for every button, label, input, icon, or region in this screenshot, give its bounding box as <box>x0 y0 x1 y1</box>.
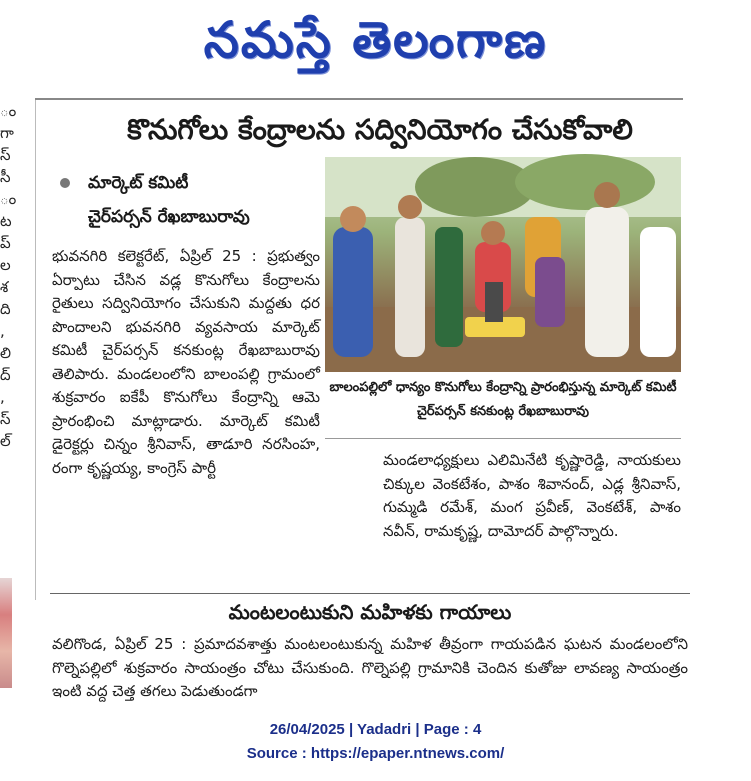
masthead-divider <box>35 98 683 100</box>
story2-headline: మంటలంటుకుని మహిళకు గాయాలు <box>228 600 512 624</box>
clipped-photo-edge <box>0 578 12 688</box>
story1-body-left: భువనగిరి కలెక్టరేట్, ఏప్రిల్ 25 : ప్రభుత్వం ఏర్పాటు చేసిన వడ్ల కొనుగోలు కేంద్రాలను రైతులు సద్వినియోగం చేసుకుని మద్దతు ధర పొందాలని భువనగిరి వ్యవసాయ మార్కెట్ కమిటీ చైర్‌పర్సన్ కనకుంట్ల రేఖబాబురావు తెలిపారు. మండలంలోని బాలంపల్లి గ్రామంలో శుక్రవారం ఐకేపీ కొనుగోలు కేంద్రాన్ని ఆమె ప్రారంభించి మాట్లాడారు. మార్కెట్ కమిటీ డైరెక్టర్లు చిన్నం శ్రీనివాస్, తాడూరి నరసింహ, రంగా కృష్ణయ్య, కాంగ్రెస్ పార్టీ <box>52 247 320 477</box>
story1-subhead <box>88 166 318 234</box>
story2-body: వలిగొండ, ఏప్రిల్ 25 : ప్రమాదవశాత్తు మంటలంటుకున్న మహిళ తీవ్రంగా గాయపడిన ఘటన మండలంలోని గొల్నెపల్లిలో శుక్రవారం సాయంత్రం చోటు చేసుకుంది. గొల్నెపల్లి గ్రామానికి చెందిన కుతోజు లావణ్య సాయంత్రం ఇంటి వద్ద చెత్త తగలు పెడుతుండగా <box>52 635 688 700</box>
footer-source: Source : https://epaper.ntnews.com/ <box>246 745 505 762</box>
clipped-column-edge: ం గా స్ సీ ం ట ప్ ల శ ది , లి ద్ , స్ ల్ <box>0 102 17 450</box>
bullet-icon <box>60 178 70 188</box>
footer <box>0 718 751 766</box>
masthead-title: నమస్తే తెలంగాణ <box>203 11 548 69</box>
story2-divider <box>50 593 690 594</box>
news-photo <box>325 157 681 372</box>
column-divider <box>35 100 36 600</box>
photo-caption: బాలంపల్లిలో ధాన్యం కొనుగోలు కేంద్రాన్ని ప్రారంభిస్తున్న మార్కెట్ కమిటీ చైర్‌పర్సన్ కనకుంట్ల రేఖబాబురావు <box>329 380 677 419</box>
story1-headline: కొనుగోలు కేంద్రాలను సద్వినియోగం చేసుకోవాలి <box>127 113 633 146</box>
subhead-line-1: మార్కెట్ కమిటీ <box>88 173 189 193</box>
subhead-line-2: చైర్‌పర్సన్ రేఖబాబురావు <box>88 207 250 227</box>
news-photo-illustration <box>325 157 681 372</box>
caption-divider <box>325 438 681 439</box>
footer-date-edition: 26/04/2025 | Yadadri | Page : 4 <box>269 721 482 738</box>
story1-body-right: మండలాధ్యక్షులు ఎలిమినేటి కృష్ణారెడ్డి, నాయకులు చిక్కుల వెంకటేశం, పాశం శివానంద్, ఎడ్ల శ్రీనివాస్, గుమ్మడి రమేశ్, మంగ ప్రవీణ్, వెంకటేశ్, పాశం నవీన్, రామకృష్ణ, దామోదర్ పాల్గొన్నారు. <box>383 451 681 540</box>
